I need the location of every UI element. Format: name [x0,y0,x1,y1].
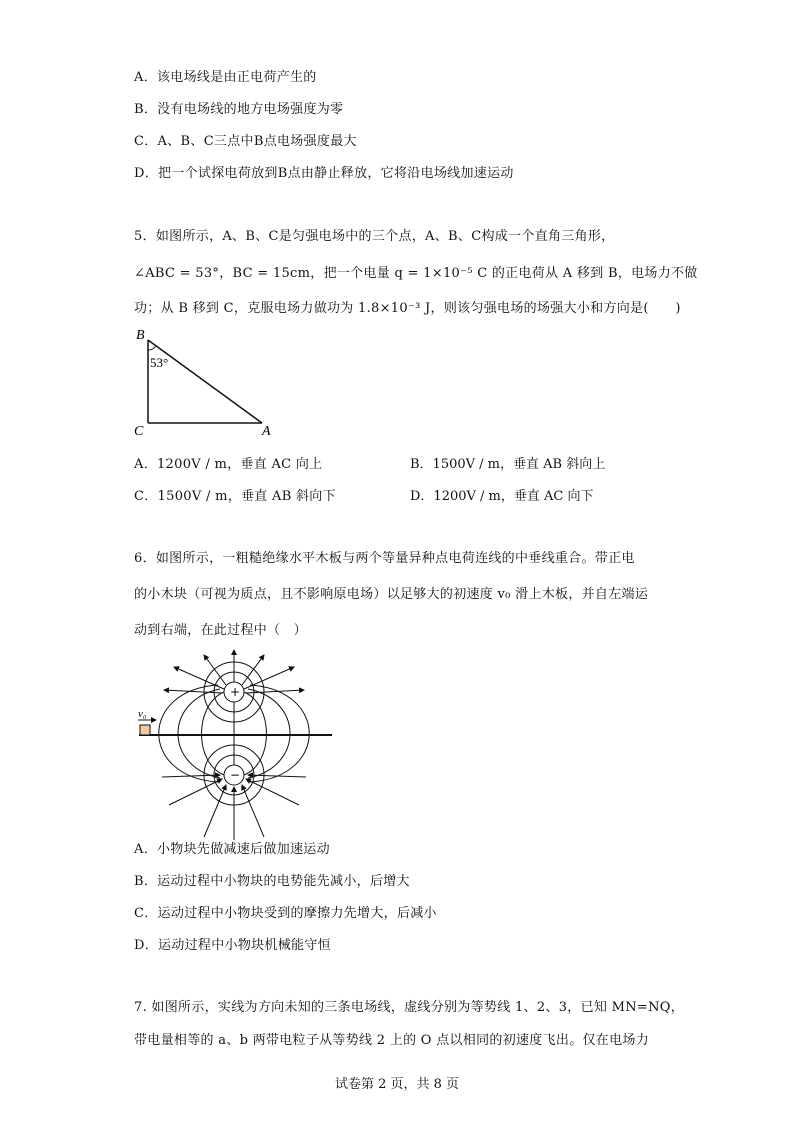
label-plus-charge: + [230,685,241,699]
angle-arc [148,346,156,350]
small-block [140,725,150,735]
q6-stem-line3: 动到右端，在此过程中（ ） [134,623,307,638]
q5-triangle-figure [130,325,280,440]
q5-option-a: A．1200V / m，垂直 AC 向上 [134,457,323,472]
label-b: B [136,328,145,343]
q6-option-b: B．运动过程中小物块的电势能先减小，后增大 [134,874,410,889]
q6-stem-line1: 6．如图所示，一粗糙绝缘水平木板与两个等量异种点电荷连线的中垂线重合。带正电 [134,551,635,566]
q4-option-c: C．A、B、C三点中B点电场强度最大 [134,134,357,149]
q5-option-b: B．1500V / m，垂直 AB 斜向上 [410,457,606,472]
label-minus-charge: − [230,768,241,782]
label-a: A [262,424,271,439]
q6-stem-line2: 的小木块（可视为质点，且不影响原电场）以足够大的初速度 v₀ 滑上木板，并自左端运 [134,587,649,602]
q4-option-b: B．没有电场线的地方电场强度为零 [134,102,344,117]
side-ba [148,340,262,423]
q5-option-c: C．1500V / m，垂直 AB 斜向下 [134,489,336,504]
q6-field-figure [134,645,344,845]
q4-option-d: D．把一个试探电荷放到B点由静止释放，它将沿电场线加速运动 [134,166,514,181]
q5-option-d: D．1200V / m，垂直 AC 向下 [410,489,594,504]
q7-stem-line2: 带电量相等的 a、b 两带电粒子从等势线 2 上的 O 点以相同的初速度飞出。仅在电场力 [134,1033,649,1048]
q6-option-d: D．运动过程中小物块机械能守恒 [134,938,331,953]
label-angle: 53° [150,355,169,370]
label-v0: v₀ [138,708,147,720]
q6-option-a: A．小物块先做减速后做加速运动 [134,842,330,857]
q5-stem-line1: 5．如图所示，A、B、C是匀强电场中的三个点，A、B、C构成一个直角三角形， [134,229,615,244]
q4-option-a: A．该电场线是由正电荷产生的 [134,70,317,85]
q6-option-c: C．运动过程中小物块受到的摩擦力先增大，后减小 [134,906,437,921]
q5-stem-line3: 功；从 B 移到 C，克服电场力做功为 1.8×10⁻³ J，则该匀强电场的场强大小和方向是( ) [134,301,681,316]
label-c: C [134,424,144,439]
q7-stem-line1: 7. 如图所示，实线为方向未知的三条电场线，虚线分别为等势线 1、2、3，已知 MN=NQ， [134,1000,685,1015]
q5-stem-line2: ∠ABC = 53°，BC = 15cm，把一个电量 q = 1×10⁻⁵ C 的正电荷从 A 移到 B，电场力不做 [134,266,698,281]
page-footer: 试卷第 2 页，共 8 页 [334,1077,460,1092]
